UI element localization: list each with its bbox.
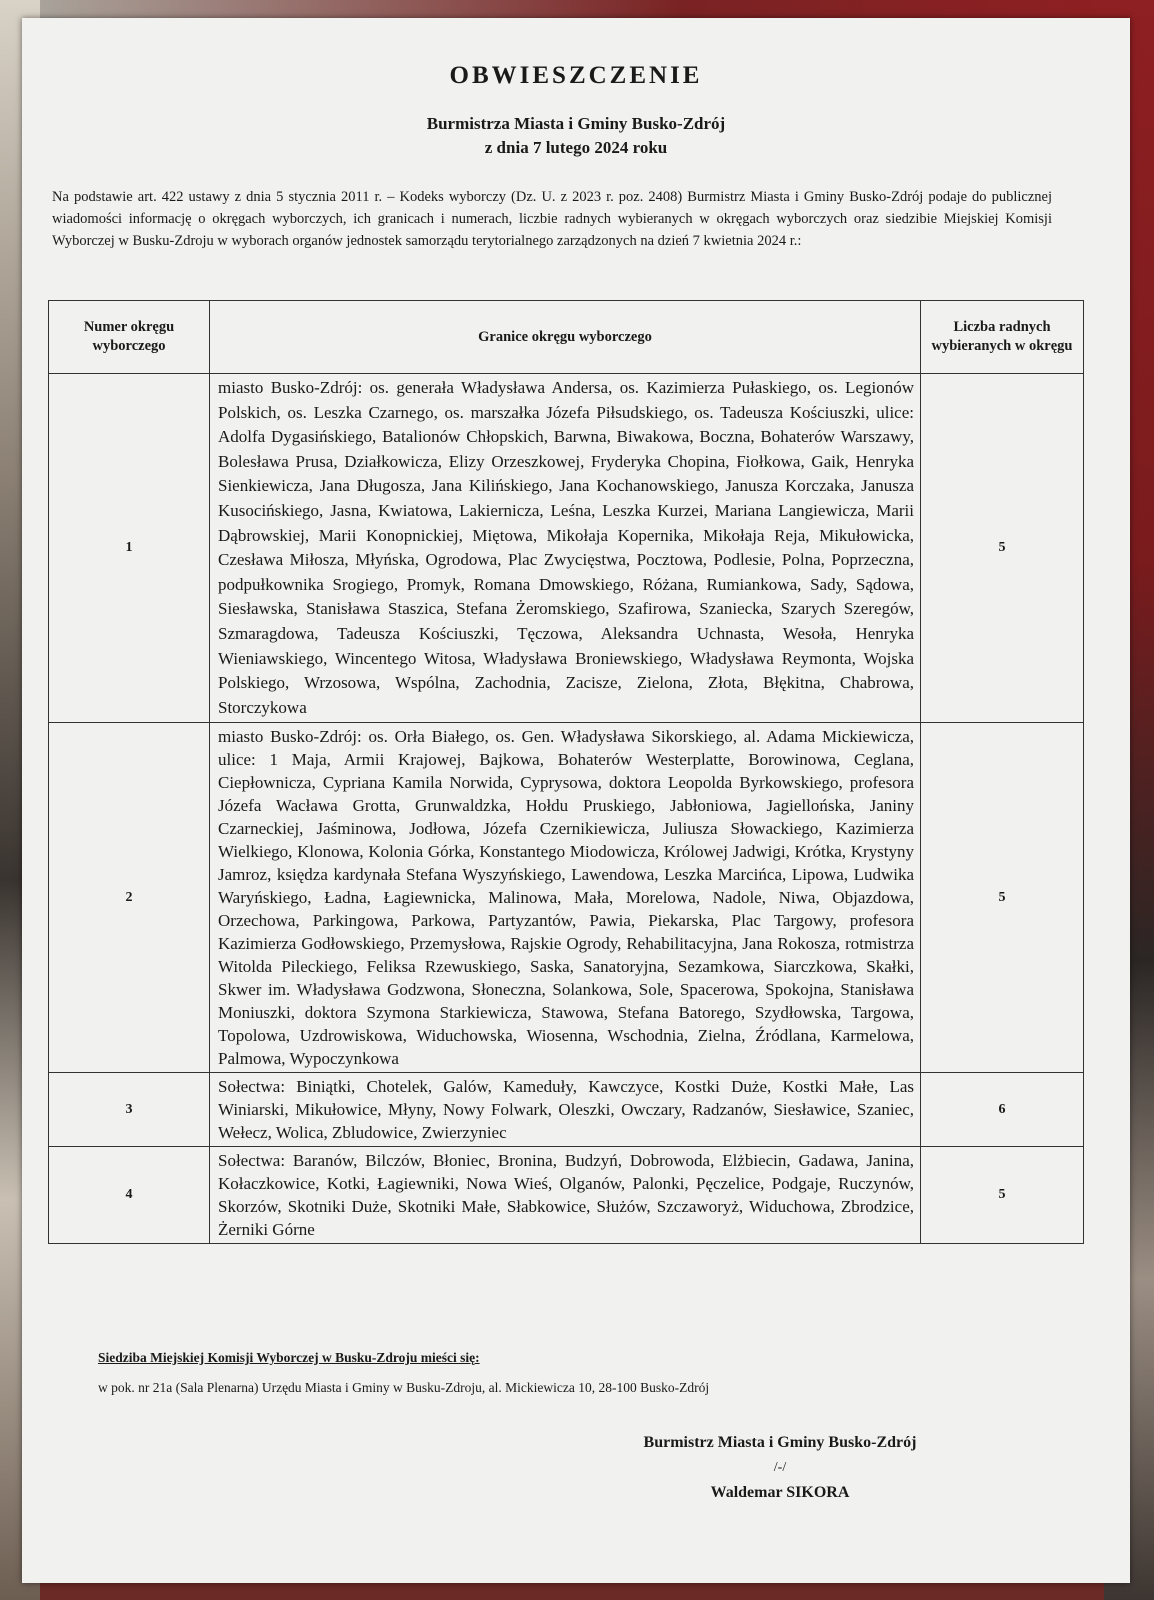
signature-mark: /-/ [773,1460,787,1475]
districts-table [48,300,1084,1244]
district-number: 1 [49,374,210,723]
signature-name: Waldemar SIKORA [710,1484,850,1501]
header-count: Liczba radnych wybieranych w okręgu [921,301,1084,374]
notice-paper [22,18,1130,1583]
district-number: 2 [49,723,210,1073]
commission-seat-heading: Siedziba Miejskiej Komisji Wyborczej w Busku-Zdroju mieści się: [98,1350,480,1365]
date-line: z dnia 7 lutego 2024 roku [484,138,668,157]
notice-subtitle [22,112,1130,160]
table-row [49,1147,1084,1244]
district-bounds: miasto Busko-Zdrój: os. Orła Białego, os. Gen. Władysława Sikorskiego, al. Adama Mickiewicza, ulice: 1 Maja, Armii Krajowej, Bajkowa, Bohaterów Westerplatte, Borowinowa, Ceglana, Ciepłownicza, Cypriana Kamila Norwida, Cyprysowa, doktora Leopolda Byrkowskiego, profesora Józefa Wacława Grotta, Grunwaldzka, Hołdu Pruskiego, Jabłoniowa, Jagiellońska, Janiny Czarneckiej, Jaśminowa, Jodłowa, Józefa Czernikiewicza, Juliusza Słowackiego, Kazimierza Wielkiego, Klonowa, Kolonia Górka, Konstantego Miodowicza, Królowej Jadwigi, Krótka, Krystyny Jamroz, księdza kardynała Stefana Wyszyńskiego, Lawendowa, Leszka Marcińca, Lipowa, Ludwika Waryńskiego, Ładna, Łagiewnicka, Malinowa, Mała, Morelowa, Nadole, Niwa, Objazdowa, Orzechowa, Parkingowa, Parkowa, Partyzantów, Pawia, Piekarska, Plac Targowy, profesora Kazimierza Godłowskiego, Przemysłowa, Rajskie Ogrody, Rehabilitacyjna, Jana Rokosza, rotmistrza Witolda Pileckiego, Feliksa Rzewuskiego, Saska, Sanatoryjna, Sezamkowa, Siarczkowa, Skałki, Skwer im. Władysława Godzwona, Słoneczna, Solankowa, Sole, Spacerowa, Spokojna, Stanisława Moniuszki, doktora Szymona Starkiewicza, Stawowa, Stefana Batorego, Szydłowska, Targowa, Topolowa, Uzdrowiskowa, Widuchowska, Wiosenna, Wschodnia, Zielna, Źródlana, Karmelowa, Palmowa, Wypoczynkowa [210,723,921,1073]
table-row [49,1073,1084,1147]
table-row [49,374,1084,723]
notice-title: OBWIESZCZENIE [449,62,703,89]
table-header-row [49,301,1084,374]
district-count: 5 [921,1147,1084,1244]
district-bounds: Sołectwa: Baranów, Bilczów, Błoniec, Bronina, Budzyń, Dobrowoda, Elżbiecin, Gadawa, Janina, Kołaczkowice, Kotki, Łagiewniki, Nowa Wieś, Olganów, Palonki, Pęczelice, Podgaje, Ruczynów, Skorzów, Skotniki Duże, Skotniki Małe, Słabkowice, Służów, Szczaworyż, Widuchowa, Zbrodzice, Żerniki Górne [210,1147,921,1244]
district-count: 5 [921,723,1084,1073]
district-count: 6 [921,1073,1084,1147]
issuer-line: Burmistrza Miasta i Gminy Busko-Zdrój [426,114,726,133]
table-row [49,723,1084,1073]
district-number: 4 [49,1147,210,1244]
intro-paragraph: Na podstawie art. 422 ustawy z dnia 5 stycznia 2011 r. – Kodeks wyborczy (Dz. U. z 2023 r. poz. 2408) Burmistrz Miasta i Gminy Busko-Zdrój podaje do publicznej wiadomości informację o okręgach wyborczych, ich granicach i numerach, liczbie radnych wybieranych w okręgach wyborczych oraz siedzibie Miejskiej Komisji Wyborczej w Busku-Zdroju w wyborach organów jednostek samorządu terytorialnego zarządzonych na dzień 7 kwietnia 2024 r.: [52,189,1052,249]
district-bounds: miasto Busko-Zdrój: os. generała Władysława Andersa, os. Kazimierza Pułaskiego, os. Legionów Polskich, os. Leszka Czarnego, os. marszałka Józefa Piłsudskiego, os. Tadeusza Kościuszki, ulice: Adolfa Dygasińskiego, Batalionów Chłopskich, Barwna, Biwakowa, Boczna, Bohaterów Warszawy, Bolesława Prusa, Działkowicza, Elizy Orzeszkowej, Fryderyka Chopina, Fiołkowa, Gaik, Henryka Sienkiewicza, Jana Długosza, Jana Kilińskiego, Jana Kochanowskiego, Janusza Korczaka, Janusza Kusocińskiego, Jasna, Kwiatowa, Lakiernicza, Leśna, Leszka Kurzei, Mariana Langiewicza, Marii Dąbrowskiej, Marii Konopnickiej, Miętowa, Mikołaja Kopernika, Mikołaja Reja, Mikułowicka, Czesława Miłosza, Młyńska, Ogrodowa, Plac Zwycięstwa, Pocztowa, Podlesie, Polna, Poprzeczna, podpułkownika Srogiego, Promyk, Romana Dmowskiego, Różana, Rumiankowa, Sady, Sądowa, Siesławska, Stanisława Staszica, Stefana Żeromskiego, Szafirowa, Szaniecka, Szarych Szeregów, Szmaragdowa, Tadeusza Kościuszki, Tęczowa, Aleksandra Uchnasta, Wesoła, Henryka Wieniawskiego, Wincentego Witosa, Władysława Broniewskiego, Władysława Reymonta, Wojska Polskiego, Wrzosowa, Wspólna, Zachodnia, Zacisze, Zielona, Złota, Błękitna, Chabrowa, Storczykowa [210,374,921,723]
district-count: 5 [921,374,1084,723]
district-bounds: Sołectwa: Biniątki, Chotelek, Galów, Kameduły, Kawczyce, Kostki Duże, Kostki Małe, Las Winiarski, Mikułowice, Młyny, Nowy Folwark, Oleszki, Owczary, Radzanów, Siesławice, Szaniec, Wełecz, Wolica, Zbludowice, Zwierzyniec [210,1073,921,1147]
signature-title: Burmistrz Miasta i Gminy Busko-Zdrój [643,1434,917,1451]
header-number: Numer okręgu wyborczego [49,301,210,374]
commission-seat-address: w pok. nr 21a (Sala Plenarna) Urzędu Miasta i Gminy w Busku-Zdroju, al. Mickiewicza 10, 28-100 Busko-Zdrój [98,1380,710,1395]
header-bounds: Granice okręgu wyborczego [210,301,921,374]
district-number: 3 [49,1073,210,1147]
